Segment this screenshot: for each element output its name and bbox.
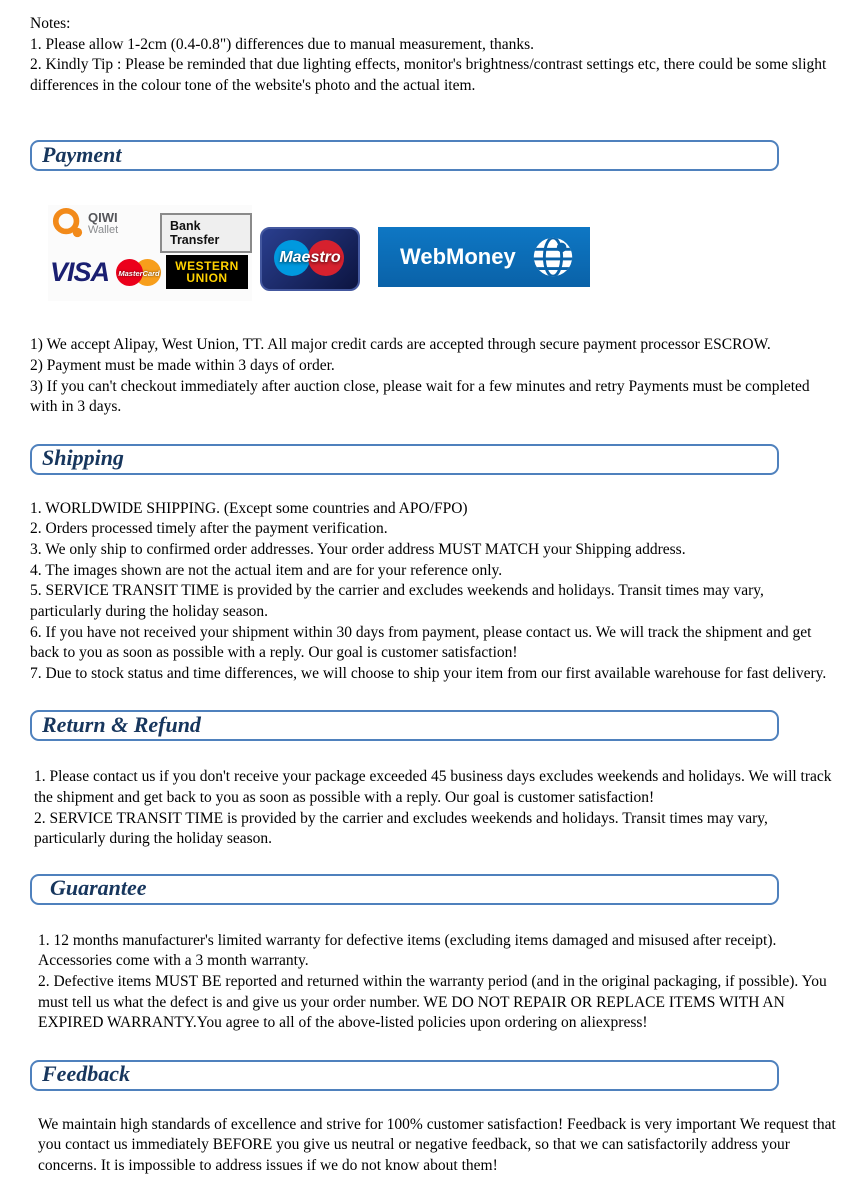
policy-line: 2. Orders processed timely after the payment verification. — [30, 520, 388, 538]
policy-line: 4. The images shown are not the actual item and are for your reference only. — [30, 561, 503, 579]
policy-line: 1. WORLDWIDE SHIPPING. (Except some countries and APO/FPO) — [30, 499, 468, 517]
qiwi-wallet-logo — [52, 207, 118, 239]
policy-line: 3) If you can't checkout immediately after auction close, please wait for a few minutes and retry Payments must be completed with in 3 days. — [30, 377, 810, 416]
qiwi-sub: Wallet — [88, 223, 119, 236]
qiwi-wordmark — [88, 211, 118, 236]
webmoney-logo — [378, 227, 590, 287]
guarantee-terms — [30, 931, 838, 1034]
section-header-feedback — [30, 1060, 779, 1091]
payment-terms — [30, 335, 830, 417]
maestro-logo — [260, 227, 360, 291]
policy-line: 2. SERVICE TRANSIT TIME is provided by the carrier and excludes weekends and holidays. Transit times may vary, particularly during the holiday season. — [34, 809, 768, 848]
policy-line: 5. SERVICE TRANSIT TIME is provided by the carrier and excludes weekends and holidays. Transit times may vary, particularly during the holiday season. — [30, 582, 764, 620]
notes-line: 2. Kindly Tip : Please be reminded that due lighting effects, monitor's brightness/contrast settings etc, there could be some slight differences in the colour tone of the website's photo and the actual item. — [30, 56, 827, 94]
qiwi-icon — [52, 207, 84, 239]
feedback-terms — [30, 1115, 838, 1177]
notes-section — [30, 14, 830, 96]
policy-line: 7. Due to stock status and time differences, we will choose to ship your item from our first available warehouse for fast delivery. — [30, 664, 827, 682]
policy-line: 2. Defective items MUST BE reported and returned within the warranty period (and in the original packaging, if possible). You must tell us what the defect is and give us your order number. WE DO NOT REPAIR OR REPLACE ITEMS WITH AN EXPIRED WARRANTY.You agree to all of the above-listed policies upon ordering on aliexpress! — [38, 973, 827, 1032]
guarantee-section-title: Guarantee — [50, 875, 147, 901]
policy-line: 3. We only ship to confirmed order addresses. Your order address MUST MATCH your Shipping address. — [30, 541, 686, 559]
maestro-wordmark: Maestro — [279, 249, 341, 267]
return-refund-section-title: Return & Refund — [42, 711, 201, 737]
card-logos-panel — [48, 205, 252, 301]
payment-section-title: Payment — [42, 141, 122, 167]
section-header-return-refund — [30, 710, 779, 741]
feedback-section-title: Feedback — [42, 1061, 130, 1087]
section-header-shipping — [30, 444, 779, 475]
mastercard-wordmark: MasterCard — [118, 269, 160, 279]
western-union-line1: WESTERN — [175, 258, 239, 273]
qiwi-name: QIWI — [88, 209, 118, 225]
section-header-guarantee — [30, 874, 779, 905]
policy-line: 1. 12 months manufacturer's limited warranty for defective items (excluding items damaged and misused after receipt). Accessories come with a 3 month warranty. — [38, 931, 777, 970]
notes-line: 1. Please allow 1-2cm (0.4-0.8") differences due to manual measurement, thanks. — [30, 35, 535, 53]
payment-methods-strip — [48, 205, 648, 305]
policy-line: 2) Payment must be made within 3 days of order. — [30, 357, 335, 375]
webmoney-globe-icon — [530, 234, 576, 280]
webmoney-wordmark: WebMoney — [400, 244, 516, 270]
bank-transfer-logo: Bank Transfer — [160, 213, 252, 253]
policy-line: 6. If you have not received your shipment within 30 days from payment, please contact us. We will track the shipment and get back to you as soon as possible with a reply. Our goal is customer satisfaction! — [30, 623, 812, 662]
shipping-terms — [30, 499, 830, 684]
western-union-line2: UNION — [186, 271, 228, 286]
notes-title: Notes: — [30, 15, 71, 32]
shipping-section-title: Shipping — [42, 445, 124, 471]
visa-logo: VISA — [50, 257, 110, 288]
section-header-payment — [30, 140, 779, 171]
western-union-logo — [166, 255, 248, 289]
policy-line: 1) We accept Alipay, West Union, TT. All major credit cards are accepted through secure payment processor ESCROW. — [30, 336, 771, 354]
mastercard-logo — [116, 259, 162, 287]
policy-line: 1. Please contact us if you don't receive your package exceeded 45 business days excludes weekends and holidays. We will track the shipment and get back to you as soon as possible with a reply. Our goal is customer satisfaction! — [34, 768, 832, 806]
return-refund-terms — [30, 767, 834, 849]
policy-line: We maintain high standards of excellence and strive for 100% customer satisfaction! Feedback is very important We request that you contact us immediately BEFORE you give us neutral or negative feedback, so that we can satisfactorily address your concerns. It is impossible to address issues if we do not know about them! — [38, 1115, 836, 1175]
